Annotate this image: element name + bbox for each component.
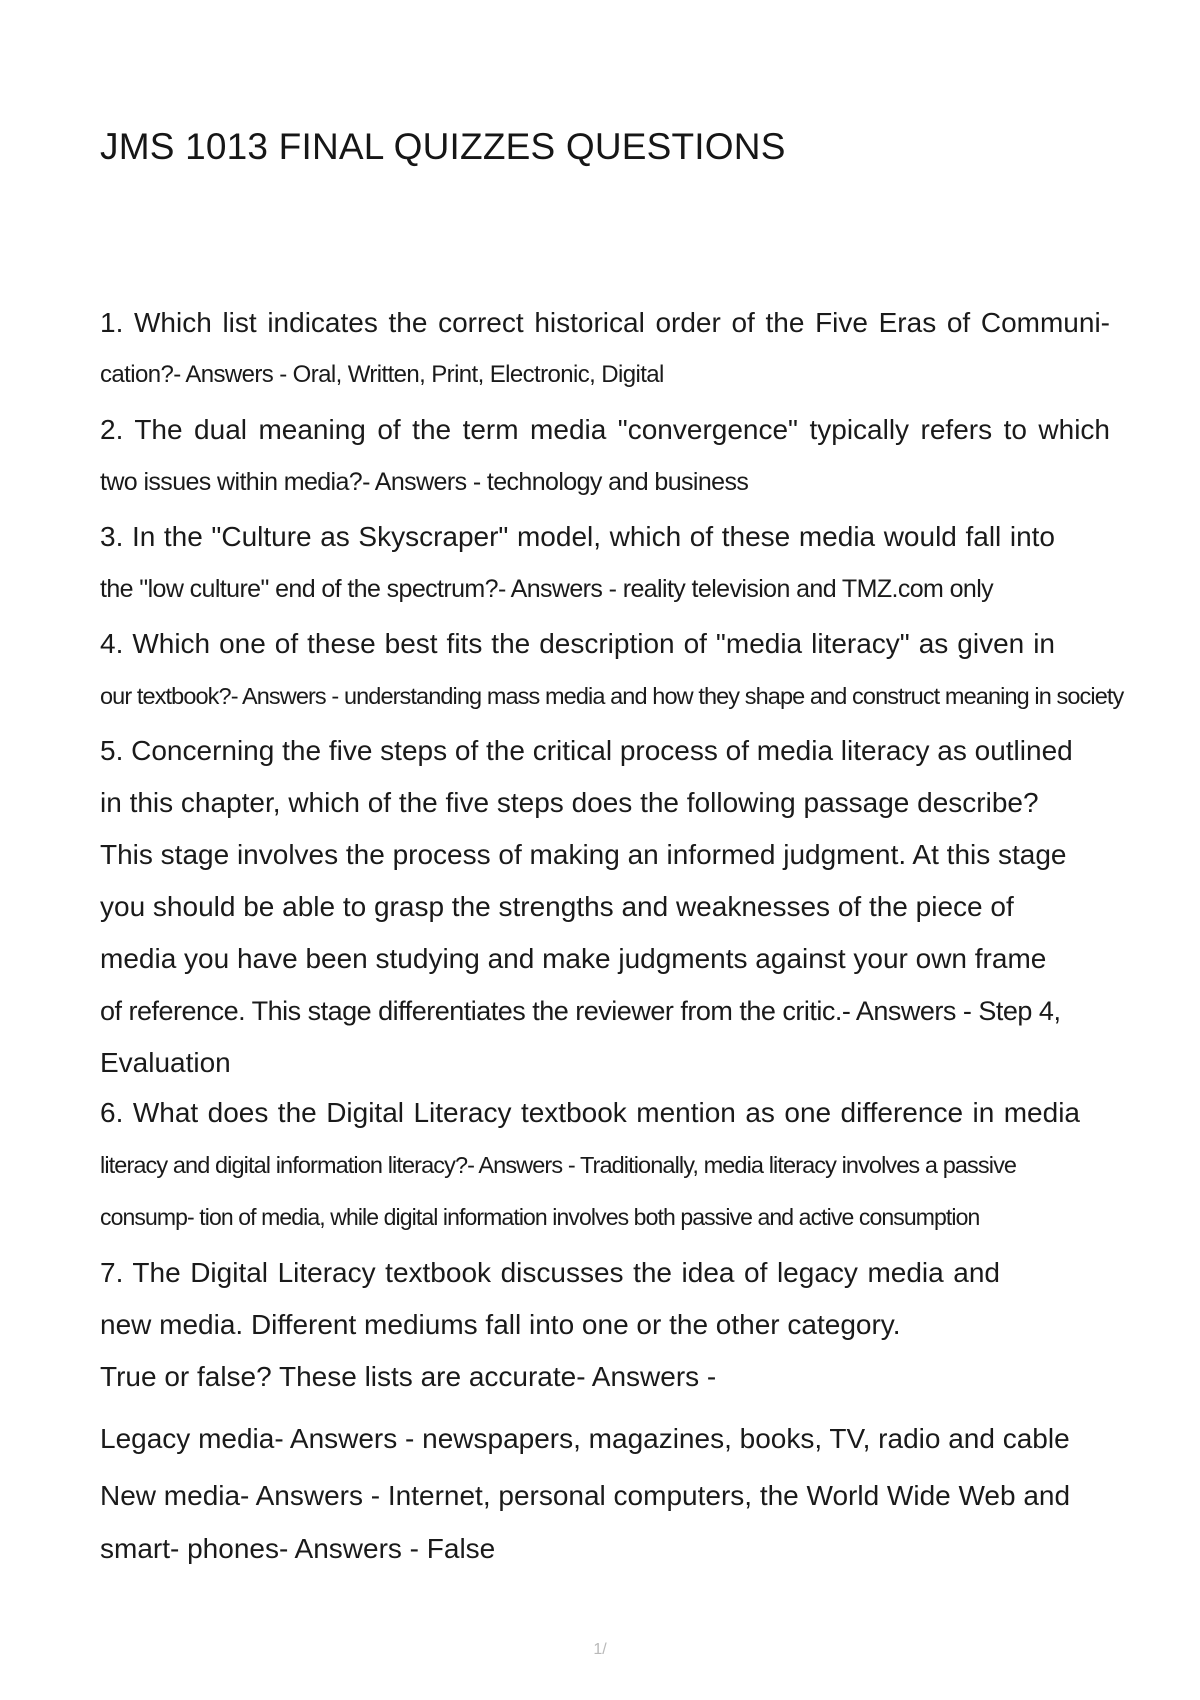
sub-answer-legacy-media: Legacy media- Answers - newspapers, magazines, books, TV, radio and cable xyxy=(100,1423,1070,1454)
answer-text: of reference. This stage differentiates the reviewer from the critic.- Answers - Step 4, xyxy=(100,996,1061,1026)
sub-answer-new-media: New media- Answers - Internet, personal computers, the World Wide Web and xyxy=(100,1480,1071,1511)
question-text: 1. Which list indicates the correct historical order of the Five Eras of Communi- xyxy=(100,307,1110,338)
question-text: you should be able to grasp the strengths and weaknesses of the piece of xyxy=(100,891,1014,922)
question-text: True or false? These lists are accurate- Answers - xyxy=(100,1361,717,1392)
answer-text: the "low culture" end of the spectrum?- Answers - reality television and TMZ.com only xyxy=(100,575,994,603)
question-text: 5. Concerning the five steps of the critical process of media literacy as outlined xyxy=(100,735,1073,766)
question-text: 4. Which one of these best fits the description of "media literacy" as given in xyxy=(100,628,1055,659)
question-5 xyxy=(100,725,1110,1089)
question-6 xyxy=(100,1087,1110,1243)
answer-text: cation?- Answers - Oral, Written, Print, Electronic, Digital xyxy=(100,361,664,388)
question-text: 7. The Digital Literacy textbook discusses the idea of legacy media and xyxy=(100,1257,1000,1288)
question-text: This stage involves the process of making an informed judgment. At this stage xyxy=(100,839,1067,870)
question-text: 2. The dual meaning of the term media "convergence" typically refers to which xyxy=(100,414,1110,445)
answer-text: Evaluation xyxy=(100,1047,231,1078)
question-7-sub-answers xyxy=(100,1410,1110,1577)
question-text: new media. Different mediums fall into one or the other category. xyxy=(100,1309,901,1340)
question-text: media you have been studying and make judgments against your own frame xyxy=(100,943,1047,974)
answer-text: literacy and digital information literacy?- Answers - Traditionally, media literacy involves a passive xyxy=(100,1152,1017,1178)
answer-text: our textbook?- Answers - understanding mass media and how they shape and construct meaning in society xyxy=(100,683,1124,709)
question-1 xyxy=(100,297,1110,401)
question-text: 3. In the "Culture as Skyscraper" model, which of these media would fall into xyxy=(100,521,1055,552)
answer-text: two issues within media?- Answers - technology and business xyxy=(100,468,749,496)
page-number: 1/ xyxy=(593,1641,607,1658)
question-4 xyxy=(100,618,1124,722)
sub-answer-final: smart- phones- Answers - False xyxy=(100,1533,496,1564)
question-7 xyxy=(100,1247,1110,1403)
answer-text: consump- tion of media, while digital information involves both passive and active consumption xyxy=(100,1204,980,1230)
question-3 xyxy=(100,511,1110,615)
document-title: JMS 1013 FINAL QUIZZES QUESTIONS xyxy=(100,126,786,167)
question-text: in this chapter, which of the five steps does the following passage describe? xyxy=(100,787,1039,818)
question-text: 6. What does the Digital Literacy textbook mention as one difference in media xyxy=(100,1097,1080,1128)
question-2 xyxy=(100,404,1110,508)
